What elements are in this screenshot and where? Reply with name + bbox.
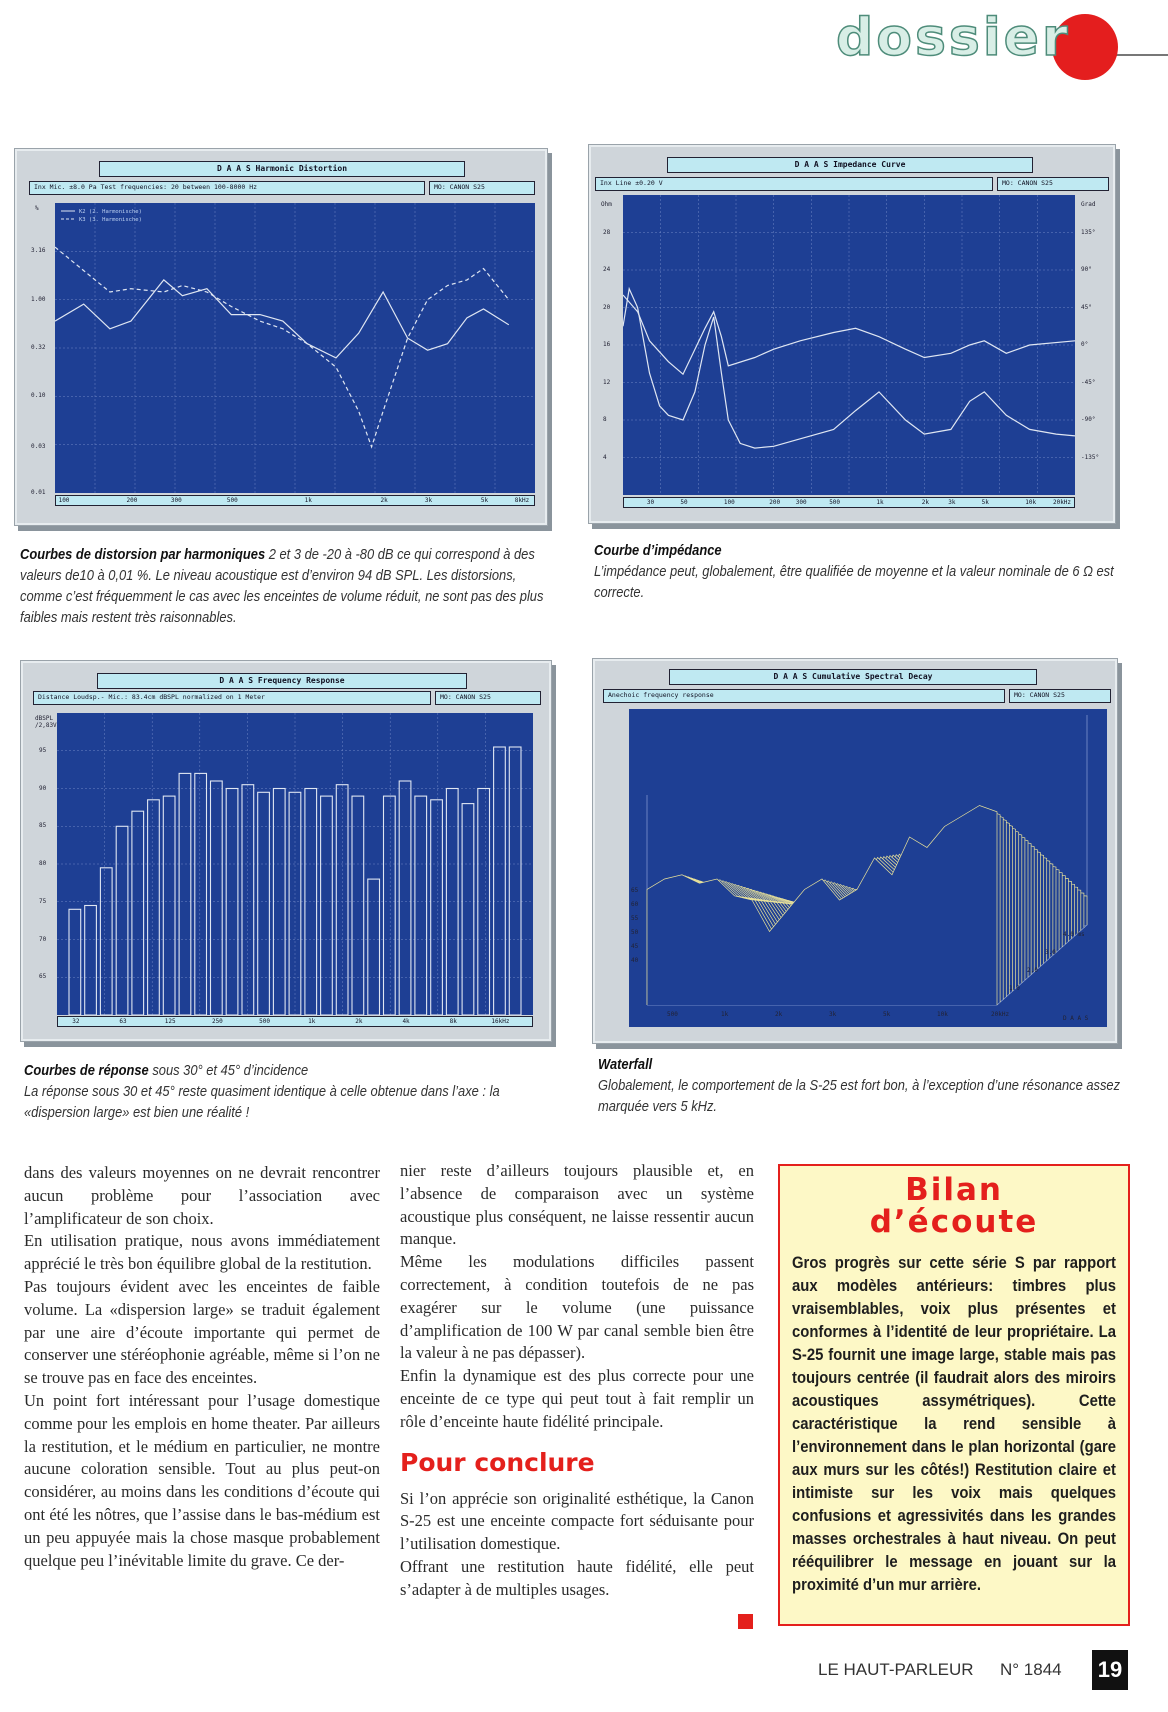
x-tick-label: 250 <box>211 1018 223 1025</box>
impedance-panel <box>588 144 1116 524</box>
bar <box>258 792 270 1015</box>
distortion-xaxis <box>55 495 535 506</box>
y-tick-label: 0.10 <box>31 392 46 400</box>
x-tick-label: 50 <box>680 499 688 506</box>
x-tick-label: 1k <box>721 1011 729 1018</box>
x-tick-label: 500 <box>667 1011 678 1018</box>
bar <box>69 909 81 1015</box>
distortion-caption-title: Courbes de distorsion par harmoniques <box>20 546 266 563</box>
response-caption-title: Courbes de réponse <box>24 1062 149 1079</box>
footer-magazine: LE HAUT-PARLEUR <box>818 1660 974 1679</box>
x-tick-label: 30 <box>646 499 655 506</box>
paragraph: Enfin la dynamique est des plus correcte pour une enceinte de ce type qui peut tout à fait remplir un rôle d’enceinte haute fidélité principale. <box>400 1366 754 1431</box>
y2-tick-label: -45° <box>1081 378 1096 386</box>
paragraph: Offrant une restitution haute fidélité, elle peut s’adapter à de multiples usages. <box>400 1556 754 1599</box>
impedance-caption-text: L’impédance peut, globalement, être qualifiée de moyenne et la valeur nominale de 6 Ω est correcte. <box>594 563 1114 601</box>
article-column-2 <box>400 1160 754 1602</box>
time-tick-label: 4.0 ms <box>1063 931 1085 938</box>
y-tick-label: 75 <box>39 897 47 905</box>
bar <box>163 796 175 1015</box>
waterfall-caption-title: Waterfall <box>598 1056 653 1073</box>
x-tick-label: 20kHz <box>991 1011 1010 1018</box>
x-tick-label: 1k <box>308 1018 316 1025</box>
y-tick-label: 0.03 <box>31 442 46 450</box>
legend-label: K2 (2. Harmonische) <box>79 209 142 215</box>
paragraph: Même les modulations difficiles passent correctement, à condition toutefois de ne pas exagérer sur le volume (une puissance d’amplification de 100 W par canal semble bien être la valeur à ne pas dépasser). <box>400 1252 754 1363</box>
distortion-plot <box>55 203 535 493</box>
y-tick-label: 16 <box>603 341 611 348</box>
waterfall-device: MO: CANON S25 <box>1009 689 1111 703</box>
waterfall-panel <box>592 658 1118 1044</box>
end-mark <box>738 1614 753 1629</box>
bar <box>132 811 144 1015</box>
bar <box>446 789 458 1016</box>
x-tick-label: 1k <box>876 499 884 506</box>
distortion-caption <box>20 544 550 628</box>
bar <box>242 785 254 1015</box>
x-tick-label: 2k <box>380 497 388 504</box>
paragraph: nier reste d’ailleurs toujours plausible et, en l’absence de comparaison avec un système acoustique plus conséquent, ne laisse ressentir aucun manque. <box>400 1161 754 1249</box>
paragraph: dans des valeurs moyennes on ne devrait rencontrer aucun problème pour l’association avec l’amplificateur de son choix. <box>24 1163 380 1228</box>
legend-label: K3 (3. Harmonische) <box>79 217 142 223</box>
bilan-sidebar <box>778 1164 1130 1626</box>
y2-tick-label: 90° <box>1081 266 1092 273</box>
bar <box>431 800 443 1015</box>
y-tick-label: 65 <box>39 973 47 981</box>
bar <box>368 879 380 1015</box>
x-tick-label: 63 <box>119 1018 127 1025</box>
y-tick-label: 4 <box>603 453 607 461</box>
y-tick-label: 1.00 <box>31 295 46 303</box>
y-tick-label: 60 <box>631 901 639 908</box>
y-tick-label: 65 <box>631 887 639 894</box>
bar <box>273 789 285 1016</box>
bar <box>85 906 97 1016</box>
bar <box>148 800 160 1015</box>
y-tick-label: 40 <box>631 957 639 964</box>
time-tick-label: 1.0 <box>1009 985 1020 992</box>
time-tick-label: 3.0 <box>1045 949 1056 956</box>
x-tick-label: 8k <box>449 1018 457 1025</box>
bilan-title <box>792 1174 1116 1238</box>
x-tick-label: 1k <box>304 497 312 504</box>
y-tick-label: 20 <box>603 303 611 311</box>
bar <box>462 804 474 1015</box>
y2-tick-label: -90° <box>1081 416 1096 423</box>
x-tick-label: 32 <box>72 1018 80 1025</box>
paragraph: Pas toujours évident avec les enceintes de faible volume. La «dispersion large» se traduit également par une aire d’écoute importante qui permet de conserver une stéréophonie agréable, même si l’on ne se trouve pas en face des enceintes. <box>24 1276 380 1388</box>
y2-tick-label: -135° <box>1081 453 1100 461</box>
distortion-device: MO: CANON S25 <box>429 181 535 195</box>
impedance-info: Inx Line ±0.20 V <box>595 177 993 191</box>
y-tick-label: 3.16 <box>31 247 46 255</box>
bar <box>226 789 238 1016</box>
impedance-ylabel: Ohm <box>601 201 612 208</box>
x-tick-label: 3k <box>424 497 433 504</box>
bar <box>195 773 207 1015</box>
distortion-info: Inx Mic. ±8.0 Pa Test frequencies: 20 between 100-8000 Hz <box>29 181 425 195</box>
y-tick-label: 85 <box>39 822 47 830</box>
x-tick-label: 3k <box>829 1011 837 1018</box>
x-tick-label: 2k <box>921 499 929 506</box>
impedance-y2label: Grad <box>1081 201 1096 208</box>
bar <box>116 826 128 1015</box>
x-tick-label: 20kHz <box>1052 499 1072 506</box>
y2-tick-label: 45° <box>1081 303 1092 311</box>
bar <box>100 868 112 1015</box>
article-column-1 <box>24 1162 380 1572</box>
x-tick-label: 10k <box>937 1011 948 1018</box>
bilan-title-line2: d’écoute <box>869 1204 1039 1240</box>
footer-issue: N° 1844 <box>1000 1660 1062 1679</box>
x-tick-label: 2k <box>775 1011 783 1018</box>
y-tick-label: 45 <box>631 943 639 950</box>
bar <box>399 781 411 1015</box>
x-tick-label: 500 <box>829 499 841 506</box>
y-tick-label: 28 <box>603 228 611 236</box>
y-tick-label: 95 <box>39 746 47 754</box>
response-device: MO: CANON S25 <box>435 691 541 705</box>
x-tick-label: 125 <box>164 1018 176 1025</box>
x-tick-label: 10k <box>1025 499 1037 506</box>
distortion-caption-text: 2 et 3 de -20 à -80 dB ce qui correspond à des valeurs de10 à 0,01 %. Le niveau acoustique est d’environ 94 dB SPL. Les distorsions, comme c’est fréquemment le cas avec les enceintes de volume réduit, ne sont pas des plus faibles mais restent très raisonnables. <box>20 546 544 626</box>
waterfall-plot <box>629 709 1107 1027</box>
distortion-panel <box>14 148 548 526</box>
x-tick-label: 200 <box>126 497 138 504</box>
impedance-caption-title: Courbe d’impédance <box>594 542 722 559</box>
y2-tick-label: 0° <box>1081 341 1089 348</box>
page-number: 19 <box>1092 1650 1128 1690</box>
bar <box>415 796 427 1015</box>
x-tick-label: 8kHz <box>514 497 530 504</box>
bar <box>179 773 191 1015</box>
impedance-caption <box>594 540 1117 603</box>
paragraph: Si l’on apprécie son originalité esthétique, la Canon S-25 est une enceinte compacte fort séduisante pour l’utilisation domestique. <box>400 1488 754 1554</box>
bar <box>494 747 506 1015</box>
bar <box>211 781 223 1015</box>
y-tick-label: 50 <box>631 929 639 936</box>
response-caption <box>24 1060 554 1123</box>
impedance-chart-title: D A A S Impedance Curve <box>667 157 1033 173</box>
bar <box>384 796 396 1015</box>
time-tick-label: 2.0 <box>1027 967 1038 974</box>
x-tick-label: 100 <box>723 499 735 506</box>
distortion-chart-title: D A A S Harmonic Distortion <box>99 161 465 177</box>
x-tick-label: 2k <box>355 1018 363 1025</box>
x-tick-label: 500 <box>226 497 238 504</box>
y-tick-label: 55 <box>631 915 639 922</box>
x-tick-label: 5k <box>981 499 989 506</box>
y-tick-label: 0.01 <box>31 489 46 496</box>
y-tick-label: 12 <box>603 378 611 386</box>
response-xaxis <box>57 1016 533 1027</box>
impedance-plot <box>623 195 1075 495</box>
y2-tick-label: 135° <box>1081 228 1096 236</box>
x-tick-label: 5k <box>883 1011 891 1018</box>
bar <box>336 785 348 1015</box>
distortion-ylabel: % <box>35 205 39 212</box>
series-k3 <box>55 247 509 447</box>
bilan-title-line1: Bilan <box>905 1172 1003 1208</box>
conclusion-heading: Pour conclure <box>400 1447 595 1477</box>
x-tick-label: 500 <box>259 1018 270 1025</box>
x-tick-label: 4k <box>402 1018 410 1025</box>
y-tick-label: 70 <box>39 935 47 943</box>
waterfall-info: Anechoic frequency response <box>603 689 1005 703</box>
waterfall-chart-title: D A A S Cumulative Spectral Decay <box>669 669 1037 685</box>
bar <box>509 747 521 1015</box>
waterfall-branding: D A A S <box>1063 1015 1089 1022</box>
series-phase <box>623 295 1075 374</box>
response-ylabel: dBSPL /2,83V <box>35 715 57 729</box>
y-tick-label: 0.32 <box>31 343 46 351</box>
y-tick-label: 8 <box>603 416 607 423</box>
y-tick-label: 90 <box>39 784 47 792</box>
y-tick-label: 80 <box>39 860 47 867</box>
response-chart-title: D A A S Frequency Response <box>97 673 467 689</box>
response-caption-text: La réponse sous 30 et 45° reste quasiment identique à celle obtenue dans l’axe : la «dispersion large» est bien une réalité ! <box>24 1083 500 1121</box>
decay-slice <box>647 806 997 1006</box>
bar <box>352 796 364 1015</box>
x-tick-label: 300 <box>795 499 807 506</box>
x-tick-label: 5k <box>480 497 489 504</box>
bilan-text: Gros progrès sur cette série S par rapport aux modèles antérieurs: timbres plus vraisemblables, voix plus présentes et conformes à l’identité de leur propriétaire. La S-25 fournit une image large, stable mais pas toujours centrée (il faudrait alors des miroirs acoustiques assymétriques). Cette caractéristique la rend sensible à l’environnement dans le plan horizontal (gare aux murs sur les côtés!) Restitution claire et intimiste sur les voix mais quelques confusions et agressivités dans les grandes masses orchestrales à haut niveau. On peut rééquilibrer le message en jouant sur la proximité d’un mur arrière. <box>792 1254 1116 1594</box>
y-tick-label: 24 <box>603 266 611 273</box>
impedance-xaxis <box>623 497 1075 508</box>
series-k2 <box>55 280 509 358</box>
response-caption-suffix: sous 30° et 45° d’incidence <box>148 1062 309 1079</box>
bar <box>321 796 333 1015</box>
waterfall-caption <box>598 1054 1121 1117</box>
waterfall-caption-text: Globalement, le comportement de la S-25 est fort bon, à l’exception d’une résonance assez marquée vers 5 kHz. <box>598 1077 1121 1115</box>
paragraph: Un point fort intéressant pour l’usage domestique comme pour les emplois en home theater. Par ailleurs la restitution, et le médium en particulier, ne montre aucune coloration sensible. Tout au plus peut-on considérer, au moins dans les conditions d’écoute qui ont été les nôtres, que l’assise dans le bas-médium est un peu appuyée mais la chose masque probablement quelque peu l’inévitable limite du grave. Ce der- <box>24 1390 380 1570</box>
bar <box>478 789 490 1016</box>
response-panel <box>20 660 552 1042</box>
response-info: Distance Loudsp.- Mic.: 83.4cm dBSPL normalized on 1 Meter <box>33 691 431 705</box>
impedance-device: MO: CANON S25 <box>997 177 1109 191</box>
response-plot <box>57 713 533 1015</box>
x-tick-label: 3k <box>948 499 956 506</box>
x-tick-label: 300 <box>170 497 182 504</box>
paragraph: En utilisation pratique, nous avons immédiatement apprécié le très bon équilibre global de la restitution. <box>24 1231 380 1274</box>
x-tick-label: 200 <box>769 499 781 506</box>
x-tick-label: 16kHz <box>491 1018 510 1025</box>
section-title: dossier <box>836 8 1071 68</box>
x-tick-label: 100 <box>58 497 70 504</box>
